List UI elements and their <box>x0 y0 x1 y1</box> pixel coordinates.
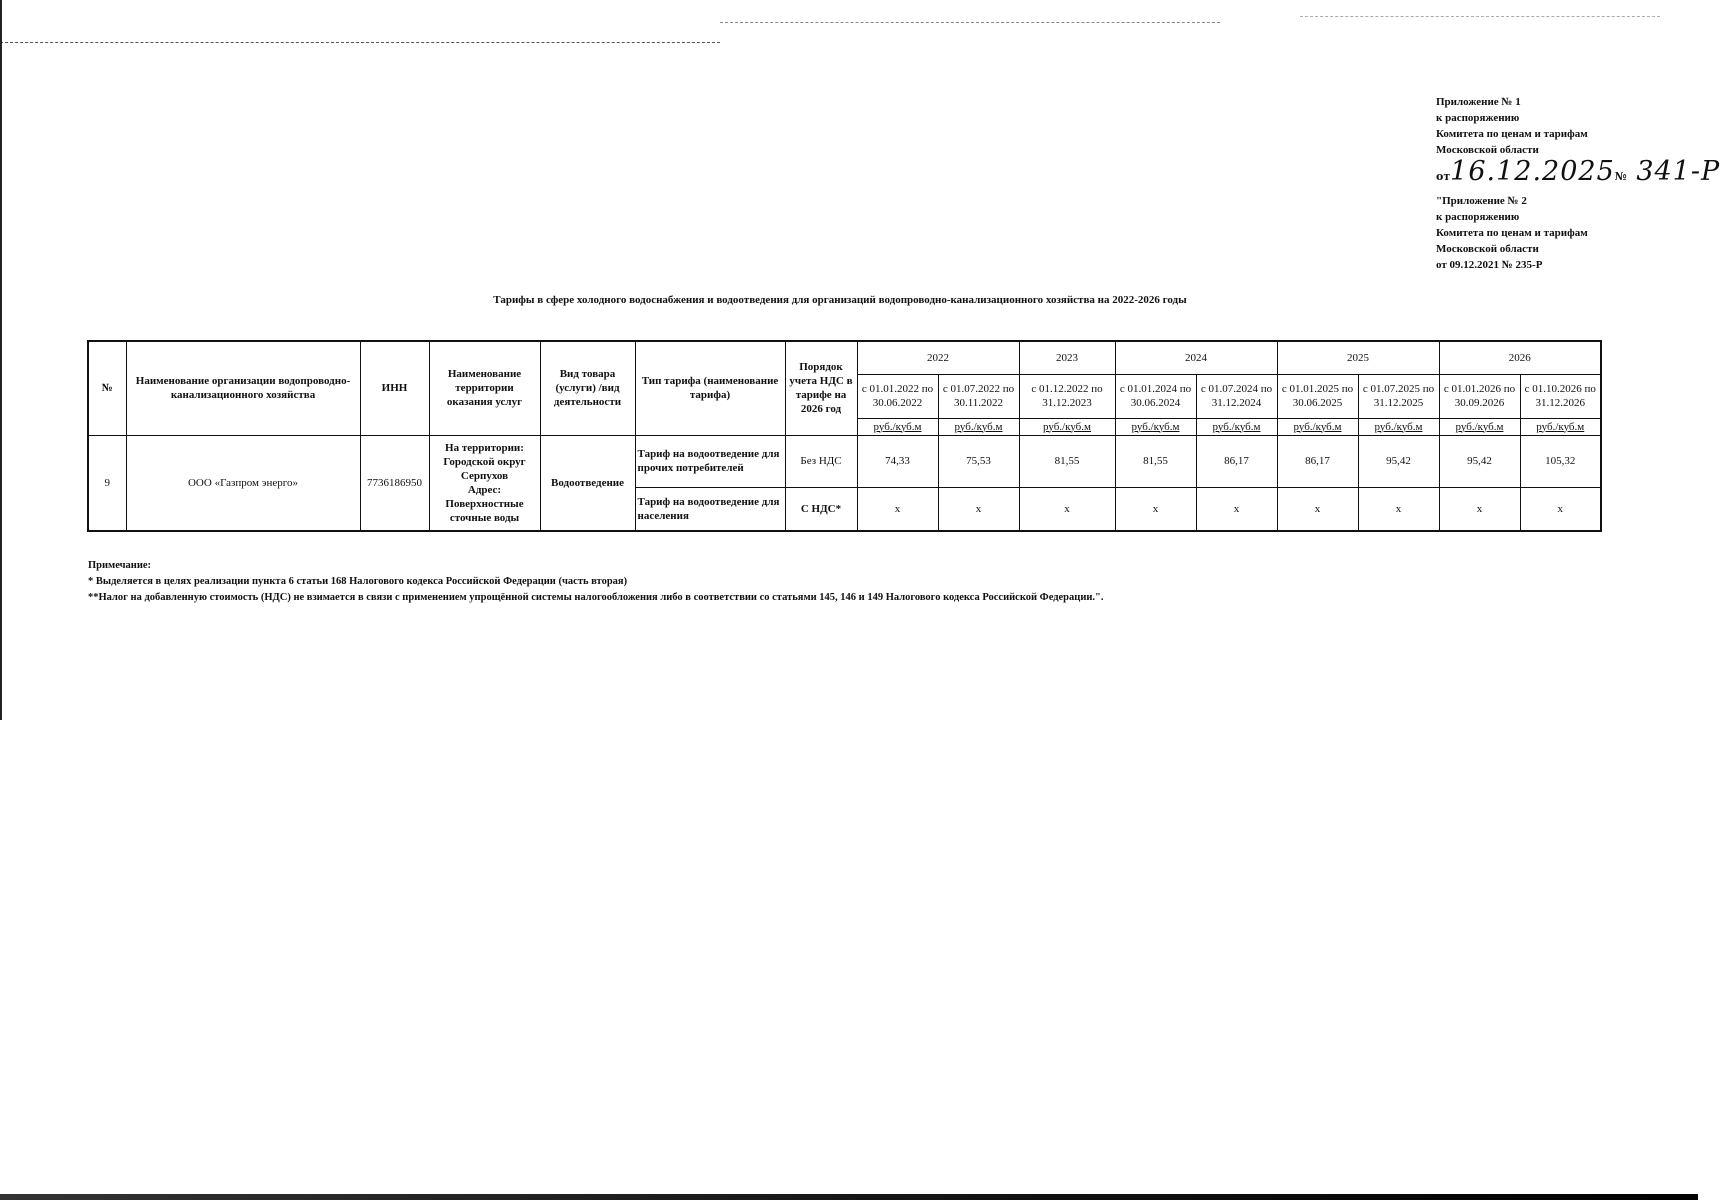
table-row <box>88 435 1601 487</box>
value-cell: 95,42 <box>1358 435 1439 487</box>
tariff-type-cell: Тариф на водоотведение для прочих потребителей <box>635 435 785 487</box>
value-cell: х <box>1439 487 1520 531</box>
notes-heading: Примечание: <box>88 560 152 571</box>
header-period: с 01.01.2026 по 30.09.2026 <box>1439 374 1520 418</box>
value-cell: х <box>1196 487 1277 531</box>
notes-block <box>88 558 1104 606</box>
appendix-1-block <box>1436 94 1720 191</box>
value-cell: х <box>1520 487 1601 531</box>
territory-line: Городской округ <box>443 455 526 468</box>
appendix-1-line: Московской области <box>1436 144 1539 156</box>
header-year: 2025 <box>1277 341 1439 374</box>
scan-artifact-bottom <box>0 1194 1698 1200</box>
appendix-2-line: Московской области <box>1436 243 1539 255</box>
value-cell: 86,17 <box>1277 435 1358 487</box>
header-period: с 01.01.2024 по 30.06.2024 <box>1115 374 1196 418</box>
appendix-1-line: Комитета по ценам и тарифам <box>1436 128 1588 140</box>
appendix-2-block <box>1436 193 1588 273</box>
header-period: с 01.01.2025 по 30.06.2025 <box>1277 374 1358 418</box>
header-period: с 01.07.2024 по 31.12.2024 <box>1196 374 1277 418</box>
unit-cell: руб./куб.м <box>1196 418 1277 435</box>
unit-cell: руб./куб.м <box>1358 418 1439 435</box>
appendix-2-line: от 09.12.2021 № 235-Р <box>1436 259 1543 271</box>
unit-cell: руб./куб.м <box>1439 418 1520 435</box>
value-cell: х <box>1358 487 1439 531</box>
header-tariff-type: Тип тарифа (наименование тарифа) <box>635 341 785 435</box>
scan-artifact-edge <box>0 0 2 720</box>
vat-cell: Без НДС <box>785 435 857 487</box>
value-cell: 81,55 <box>1115 435 1196 487</box>
header-period: с 01.10.2026 по 31.12.2026 <box>1520 374 1601 418</box>
scan-artifact-line <box>1300 16 1660 17</box>
handwritten-date-number <box>1436 158 1720 191</box>
value-cell: 75,53 <box>938 435 1019 487</box>
value-cell: 81,55 <box>1019 435 1115 487</box>
document-title: Тарифы в сфере холодного водоснабжения и водоотведения для организаций водопроводно-канализационного хозяйства на 2022-2026 годы <box>493 294 1187 306</box>
header-year: 2024 <box>1115 341 1277 374</box>
value-cell: х <box>857 487 938 531</box>
row-service: Водоотведение <box>540 435 635 531</box>
header-num: № <box>88 341 126 435</box>
unit-cell: руб./куб.м <box>1115 418 1196 435</box>
appendix-2-line: "Приложение № 2 <box>1436 195 1527 207</box>
header-period: с 01.07.2022 по 30.11.2022 <box>938 374 1019 418</box>
unit-cell: руб./куб.м <box>1520 418 1601 435</box>
row-inn: 7736186950 <box>360 435 429 531</box>
value-cell: х <box>938 487 1019 531</box>
appendix-2-line: к распоряжению <box>1436 211 1520 223</box>
value-cell: х <box>1277 487 1358 531</box>
territory-line: На территории: <box>445 441 524 454</box>
row-num: 9 <box>88 435 126 531</box>
territory-line: сточные воды <box>449 511 520 524</box>
header-inn: ИНН <box>360 341 429 435</box>
appendix-1-line: к распоряжению <box>1436 112 1520 124</box>
row-territory <box>429 435 540 531</box>
territory-line: Поверхностные <box>445 497 524 510</box>
value-cell: х <box>1019 487 1115 531</box>
value-cell: х <box>1115 487 1196 531</box>
unit-cell: руб./куб.м <box>1277 418 1358 435</box>
handwritten-number: 341-Р <box>1636 156 1720 187</box>
header-period: с 01.07.2025 по 31.12.2025 <box>1358 374 1439 418</box>
header-territory: Наименование территории оказания услуг <box>429 341 540 435</box>
appendix-1-line: Приложение № 1 <box>1436 96 1521 108</box>
scan-artifact-line <box>0 42 720 43</box>
appendix-2-line: Комитета по ценам и тарифам <box>1436 227 1588 239</box>
scan-artifact-line <box>720 22 1220 23</box>
tariff-type-cell: Тариф на водоотведение для населения <box>635 487 785 531</box>
tariff-table <box>87 340 1602 532</box>
unit-cell: руб./куб.м <box>938 418 1019 435</box>
header-period: с 01.01.2022 по 30.06.2022 <box>857 374 938 418</box>
number-sign: № <box>1614 170 1627 183</box>
header-org: Наименование организации водопроводно-канализационного хозяйства <box>126 341 360 435</box>
unit-cell: руб./куб.м <box>857 418 938 435</box>
value-cell: 74,33 <box>857 435 938 487</box>
date-prefix: от <box>1436 170 1451 183</box>
value-cell: 86,17 <box>1196 435 1277 487</box>
header-vat: Порядок учета НДС в тарифе на 2026 год <box>785 341 857 435</box>
territory-line: Адрес: <box>467 483 502 496</box>
header-year: 2023 <box>1019 341 1115 374</box>
row-org: ООО «Газпром энерго» <box>126 435 360 531</box>
value-cell: 95,42 <box>1439 435 1520 487</box>
handwritten-date: 16.12.2025 <box>1450 156 1615 187</box>
header-year: 2026 <box>1439 341 1601 374</box>
vat-cell: С НДС* <box>785 487 857 531</box>
note-line: * Выделяется в целях реализации пункта 6 статьи 168 Налогового кодекса Российской Федерации (часть вторая) <box>88 576 628 587</box>
value-cell: 105,32 <box>1520 435 1601 487</box>
header-period: с 01.12.2022 по 31.12.2023 <box>1019 374 1115 418</box>
unit-cell: руб./куб.м <box>1019 418 1115 435</box>
territory-line: Серпухов <box>460 469 509 482</box>
header-service: Вид товара (услуги) /вид деятельности <box>540 341 635 435</box>
header-year: 2022 <box>857 341 1019 374</box>
note-line: **Налог на добавленную стоимость (НДС) не взимается в связи с применением упрощённой системы налогообложения либо в соответствии со статьями 145, 146 и 149 Налогового кодекса Российской Федерации.". <box>88 592 1104 603</box>
